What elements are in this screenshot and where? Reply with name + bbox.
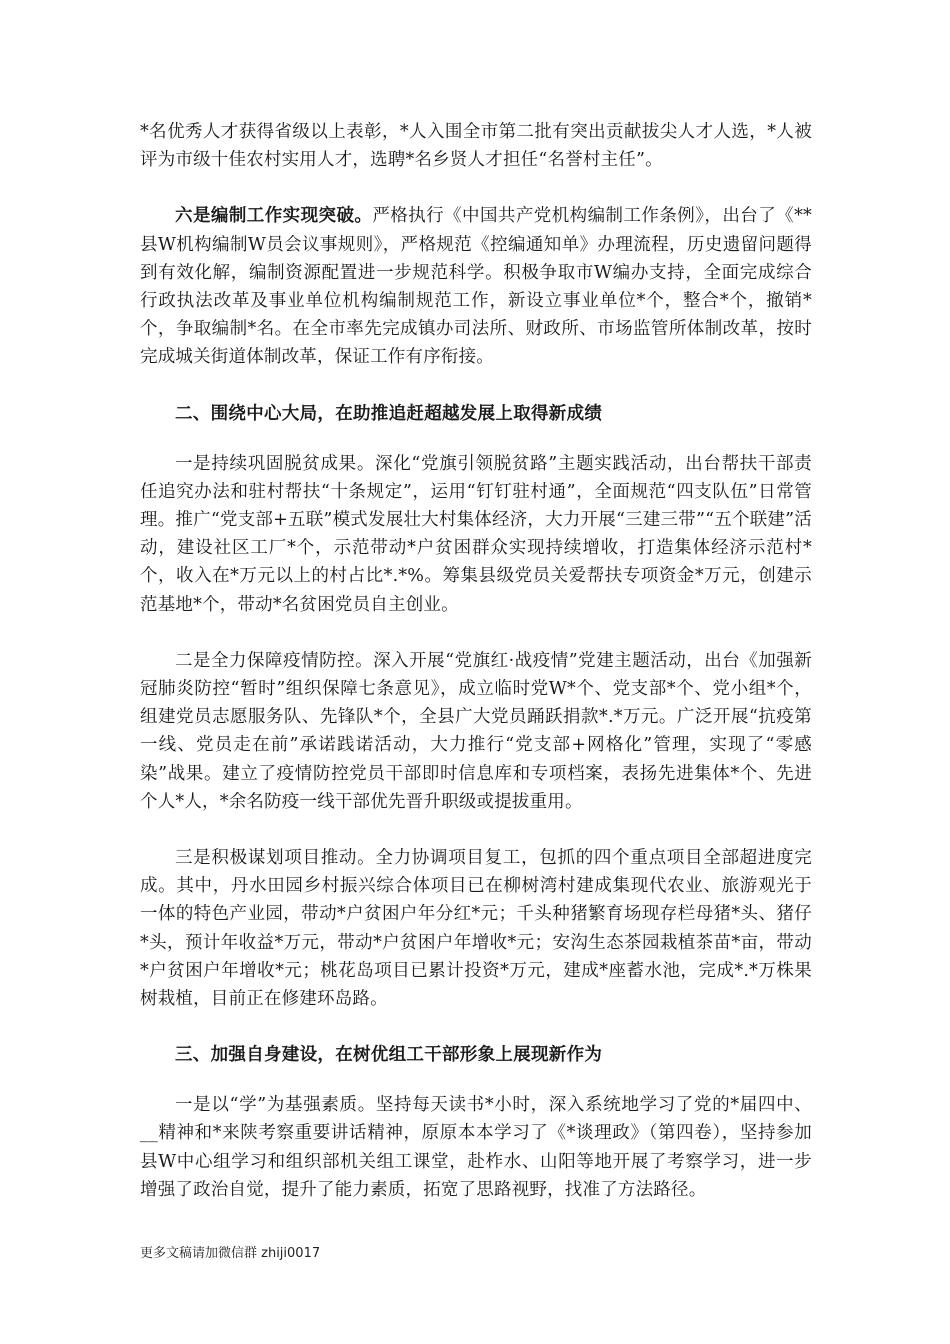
paragraph-body: 严格执行《中国共产党机构编制工作条例》，出台了《**县W机构编制W员会议事规则》，严格规范《控编通知单》办理流程，历史遗留问题得到有效化解，编制资源配置进一步规范科学。积极争取市W编办支持，全面完成综合行政执法改革及事业单位机构编制规范工作，新设立事业单位*个，整合*个，撤销*个，争取编制*名。在全市率先完成镇办司法所、财政所、市场监管所体制改革，按时完成城关街道体制改革，保证工作有序衔接。 (140, 206, 812, 368)
footer-note: 更多文稿请加微信群 zhiji0017 (140, 1246, 321, 1261)
paragraph-epidemic-control: 二是全力保障疫情防控。深入开展“党旗红·战疫情”党建主题活动，出台《加强新冠肺炎防控“暂时”组织保障七条意见》，成立临时党W*个、党支部*个、党小组*个，组建党员志愿服务队、先锋队*个，全县广大党员踊跃捐款*.*万元。广泛开展“抗疫第一线、党员走在前”承诺践诺活动，大力推行“党支部+网格化”管理，实现了“零感染”战果。建立了疫情防控党员干部即时信息库和专项档案，表扬先进集体*个、先进个人*人，*余名防疫一线干部优先晋升职级或提拔重用。 (140, 650, 812, 812)
paragraph-talent-awards: *名优秀人才获得省级以上表彰，*人入围全市第二批有突出贡献拔尖人才人选，*人被评为市级十佳农村实用人才，选聘*名乡贤人才担任“名誉村主任”。 (140, 122, 812, 171)
paragraph-staffing-breakthrough (140, 202, 812, 371)
paragraph-study-quality: 一是以“学”为基强素质。坚持每天读书*小时，深入系统地学习了党的*届四中、__精神和*来陕考察重要讲话精神，原原本本学习了《*谈理政》（第四卷），坚持参加县W中心组学习和组织部机关组工课堂，赴柞水、山阳等地开展了考察学习，进一步增强了政治自觉，提升了能力素质，拓宽了思路视野，找准了方法路径。 (140, 1095, 812, 1200)
document-body (140, 118, 812, 1204)
paragraph-project-promotion: 三是积极谋划项目推动。全力协调项目复工，包抓的四个重点项目全部超进度完成。其中，丹水田园乡村振兴综合体项目已在柳树湾村建成集现代农业、旅游观光于一体的特色产业园，带动*户贫困户年分红*元；千头种猪繁育场现存栏母猪*头、猪仔*头，预计年收益*万元，带动*户贫困户年增收*元；安沟生态茶园栽植茶苗*亩，带动*户贫困户年增收*元；桃花岛项目已累计投资*万元，建成*座蓄水池，完成*.*万株果树栽植，目前正在修建环岛路。 (140, 848, 812, 1010)
section-heading-3: 三、加强自身建设，在树优组工干部形象上展现新作为 (175, 1045, 603, 1066)
paragraph-lead-heading: 六是编制工作实现突破。 (175, 206, 373, 227)
section-heading-2: 二、围绕中心大局，在助推追赶超越发展上取得新成绩 (175, 403, 603, 424)
paragraph-poverty-results: 一是持续巩固脱贫成果。深化“党旗引领脱贫路”主题实践活动，出台帮扶干部责任追究办法和驻村帮扶“十条规定”，运用“钉钉驻村通”，全面规范“四支队伍”日常管理。推广“党支部+五联”模式发展壮大村集体经济，大力开展“三建三带”“五个联建”活动，建设社区工厂*个，示范带动*户贫困群众实现持续增收，打造集体经济示范村*个，收入在*万元以上的村占比*.*%。筹集县级党员关爱帮扶专项资金*万元，创建示范基地*个，带动*名贫困党员自主创业。 (140, 453, 812, 615)
